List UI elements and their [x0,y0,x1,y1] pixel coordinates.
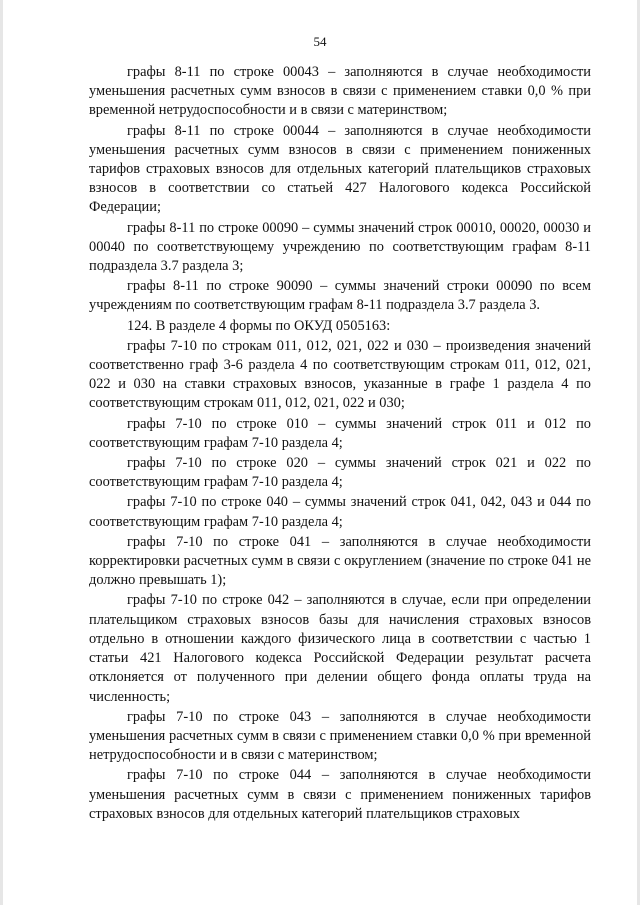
document-body [89,63,591,824]
paragraph-row-042: графы 7-10 по строке 042 – заполняются в случае, если при определении плательщиком страховых взносов базы для начисления страховых взносов отдельно в отношении каждого физического лица в соответствии с частью 1 статьи 421 Налогового кодекса Российской Федерации результат расчета отклоняется от полученного при делении общего фонда оплаты труда на численность; [89,592,591,705]
paragraph-rows-011-030: графы 7-10 по строкам 011, 012, 021, 022 и 030 – произведения значений соответственно граф 3-6 раздела 4 по соответствующим строкам 011, 012, 021, 022 и 030 на ставки страховых взносов, указанные в графе 1 раздела 4 по соответствующим строкам 011, 012, 021, 022 и 030; [89,337,591,412]
page-number: 54 [313,34,327,49]
paragraph-row-040: графы 7-10 по строке 040 – суммы значений строк 041, 042, 043 и 044 по соответствующим графам 7-10 раздела 4; [89,494,591,530]
paragraph-section-124: 124. В разделе 4 формы по ОКУД 0505163: [127,317,391,334]
paragraph-row-010: графы 7-10 по строке 010 – суммы значений строк 011 и 012 по соответствующим графам 7-10 раздела 4; [89,415,591,451]
scan-edge-left [0,0,3,905]
paragraph-row-00044: графы 8-11 по строке 00044 – заполняются в случае необходимости уменьшения расчетных сумм взносов в связи с применением пониженных тарифов страховых взносов для отдельных категорий плательщиков страховых взносов в соответствии со статьей 427 Налогового кодекса Российской Федерации; [89,122,591,216]
paragraph-row-00090: графы 8-11 по строке 00090 – суммы значений строк 00010, 00020, 00030 и 00040 по соответствующему учреждению по соответствующим графам 8-11 подраздела 3.7 раздела 3; [89,219,591,275]
paragraph-row-043: графы 7-10 по строке 043 – заполняются в случае необходимости уменьшения расчетных сумм в связи с применением ставки 0,0 % при временной нетрудоспособности и в связи с материнством; [89,708,591,764]
paragraph-row-90090: графы 8-11 по строке 90090 – суммы значений строки 00090 по всем учреждениям по соответствующим графам 8-11 подраздела 3.7 раздела 3. [89,278,591,314]
paragraph-row-00043: графы 8-11 по строке 00043 – заполняются в случае необходимости уменьшения расчетных сумм взносов в связи с применением ставки 0,0 % при временной нетрудоспособности и в связи с материнством; [89,64,591,119]
paragraph-row-041: графы 7-10 по строке 041 – заполняются в случае необходимости корректировки расчетных сумм в связи с округлением (значение по строке 041 не должно превышать 1); [89,533,591,589]
paragraph-row-044: графы 7-10 по строке 044 – заполняются в случае необходимости уменьшения расчетных сумм в связи с применением пониженных тарифов страховых взносов для отдельных категорий плательщиков страховых [89,767,591,822]
paragraph-row-020: графы 7-10 по строке 020 – суммы значений строк 021 и 022 по соответствующим графам 7-10 раздела 4; [89,455,591,491]
